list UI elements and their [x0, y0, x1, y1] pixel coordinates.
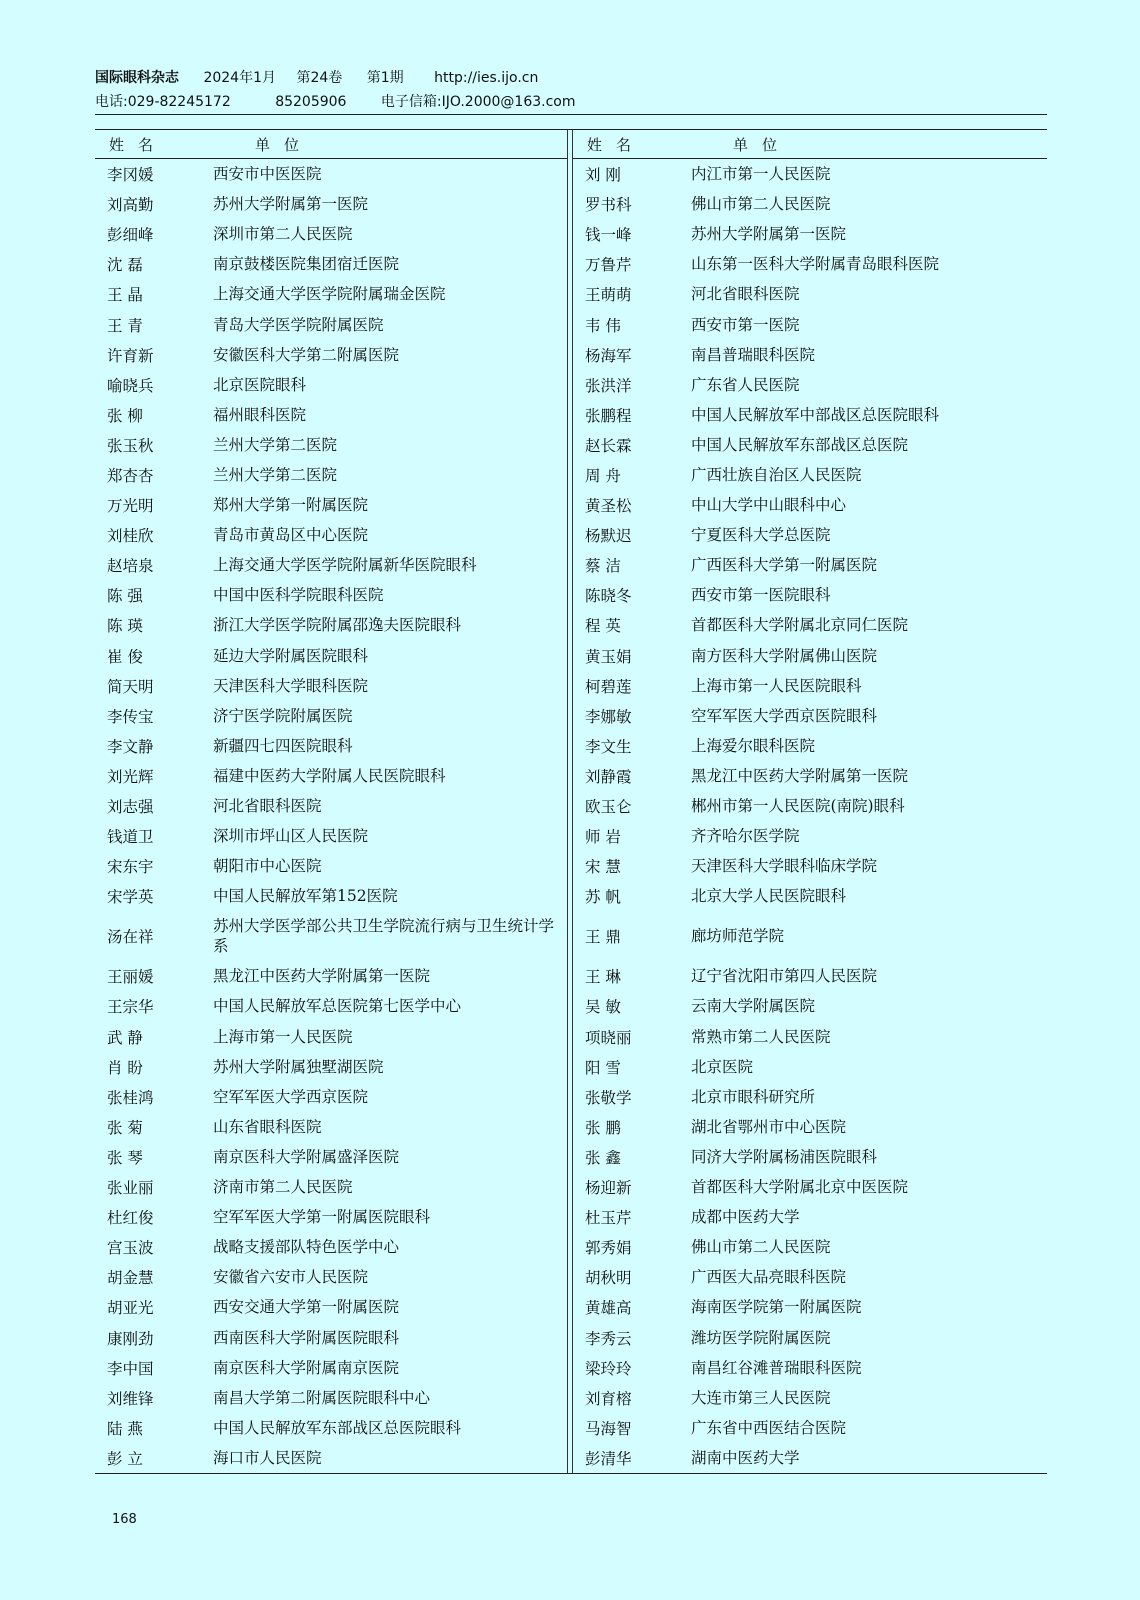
reviewer-name: 杨默迟 [585, 527, 632, 546]
table-row [95, 1052, 567, 1082]
reviewer-name: 赵培泉 [107, 557, 154, 576]
reviewer-name: 王 鼎 [585, 928, 621, 947]
issue-number: 第1期 [366, 70, 404, 86]
table-row [573, 961, 1047, 991]
table-row [95, 1353, 567, 1383]
table-row [95, 1413, 567, 1443]
table-row [95, 1443, 567, 1473]
table-row [95, 991, 567, 1021]
table-row [573, 340, 1047, 370]
table-header-right [573, 130, 1047, 159]
left-column [95, 130, 568, 1473]
table-row [573, 580, 1047, 610]
reviewer-name: 张 鑫 [585, 1148, 621, 1167]
table-row [95, 1262, 567, 1292]
table-row [573, 1022, 1047, 1052]
reviewer-name: 陈 瑛 [107, 617, 143, 636]
reviewer-name: 张玉秋 [107, 436, 154, 455]
reviewer-name: 沈 磊 [107, 256, 143, 275]
reviewer-affiliation: 西安交通大学第一附属医院 [213, 1298, 400, 1317]
header-line-1 [95, 66, 1045, 90]
table-row [573, 761, 1047, 791]
reviewer-name: 王宗华 [107, 998, 154, 1017]
reviewer-name: 张鹏程 [585, 406, 632, 425]
table-row [95, 671, 567, 701]
reviewer-affiliation: 云南大学附属医院 [691, 997, 816, 1016]
table-row [573, 791, 1047, 821]
reviewer-affiliation: 深圳市坪山区人民医院 [213, 827, 369, 846]
table-row [95, 1112, 567, 1142]
reviewer-name: 马海智 [585, 1419, 632, 1438]
header-unit: 单位 [255, 135, 314, 154]
table-row [573, 1383, 1047, 1413]
reviewer-affiliation: 青岛市黄岛区中心医院 [213, 526, 369, 545]
table-row [95, 821, 567, 851]
reviewer-name: 王丽媛 [107, 968, 154, 987]
reviewer-affiliation: 海口市人民医院 [213, 1448, 322, 1467]
reviewer-name: 周 舟 [585, 466, 621, 485]
reviewer-affiliation: 安徽省六安市人民医院 [213, 1268, 369, 1287]
reviewer-name: 陈 强 [107, 587, 143, 606]
reviewer-affiliation: 佛山市第二人民医院 [691, 1238, 831, 1257]
reviewer-name: 张 鹏 [585, 1118, 621, 1137]
reviewer-affiliation: 战略支援部队特色医学中心 [213, 1238, 400, 1257]
reviewer-name: 刘育榕 [585, 1389, 632, 1408]
reviewer-name: 李娜敏 [585, 707, 632, 726]
right-rows [573, 159, 1047, 1473]
page-number: 168 [112, 1512, 137, 1527]
reviewer-affiliation: 空军军医大学西京医院眼科 [691, 706, 878, 725]
table-row [573, 1232, 1047, 1262]
table-row [573, 731, 1047, 761]
table-row [573, 671, 1047, 701]
table-row [95, 911, 567, 961]
right-column [572, 130, 1047, 1473]
reviewer-affiliation: 上海交通大学医学院附属瑞金医院 [213, 285, 446, 304]
table-row [95, 961, 567, 991]
reviewer-affiliation: 北京医院 [691, 1057, 754, 1076]
table-row [573, 1443, 1047, 1473]
reviewer-name: 宫玉波 [107, 1239, 154, 1258]
reviewer-affiliation: 潍坊医学院附属医院 [691, 1328, 831, 1347]
reviewer-name: 张 琴 [107, 1148, 143, 1167]
reviewer-affiliation: 新疆四七四医院眼科 [213, 736, 353, 755]
reviewer-name: 王 琳 [585, 968, 621, 987]
table-row [573, 881, 1047, 911]
table-row [573, 851, 1047, 881]
issue-date: 2024年1月 [203, 70, 276, 86]
reviewer-affiliation: 南昌红谷滩普瑞眼科医院 [691, 1358, 862, 1377]
reviewer-affiliation: 海南医学院第一附属医院 [691, 1298, 862, 1317]
reviewer-name: 刘静霞 [585, 767, 632, 786]
reviewer-affiliation: 西安市第一医院 [691, 315, 800, 334]
reviewer-affiliation: 天津医科大学眼科临床学院 [691, 857, 878, 876]
table-row [95, 309, 567, 339]
reviewer-name: 黄雄高 [585, 1299, 632, 1318]
table-row [95, 1142, 567, 1172]
reviewer-affiliation: 西安市第一医院眼科 [691, 586, 831, 605]
reviewer-name: 韦 伟 [585, 316, 621, 335]
table-row [95, 159, 567, 189]
reviewer-affiliation: 中国人民解放军第152医院 [213, 887, 398, 906]
reviewer-affiliation: 中国人民解放军中部战区总医院眼科 [691, 405, 940, 424]
table-row [573, 400, 1047, 430]
reviewer-affiliation: 朝阳市中心医院 [213, 857, 322, 876]
table-row [573, 189, 1047, 219]
header-name: 姓名 [587, 135, 646, 154]
table-row [95, 851, 567, 881]
table-row [573, 1172, 1047, 1202]
table-row [573, 370, 1047, 400]
reviewer-name: 许育新 [107, 346, 154, 365]
reviewer-affiliation: 兰州大学第二医院 [213, 465, 338, 484]
table-row [95, 761, 567, 791]
reviewer-name: 王萌萌 [585, 286, 632, 305]
reviewer-affiliation: 大连市第三人民医院 [691, 1388, 831, 1407]
table-row [573, 1322, 1047, 1352]
header-line-2 [95, 90, 1045, 114]
table-row [573, 1112, 1047, 1142]
reviewer-name: 刘光辉 [107, 767, 154, 786]
table-row [95, 641, 567, 671]
reviewer-affiliation: 同济大学附属杨浦医院眼科 [691, 1147, 878, 1166]
table-row [95, 791, 567, 821]
table-row [573, 1292, 1047, 1322]
table-row [573, 249, 1047, 279]
table-row [573, 430, 1047, 460]
table-row [95, 1022, 567, 1052]
reviewer-name: 钱道卫 [107, 828, 154, 847]
reviewer-name: 张敬学 [585, 1088, 632, 1107]
reviewer-name: 黄圣松 [585, 497, 632, 516]
table-row [573, 490, 1047, 520]
reviewer-affiliation: 成都中医药大学 [691, 1208, 800, 1227]
reviewer-name: 刘高勤 [107, 196, 154, 215]
table-row [573, 641, 1047, 671]
reviewer-name: 陈晓冬 [585, 587, 632, 606]
table-row [573, 279, 1047, 309]
reviewer-affiliation: 山东第一医科大学附属青岛眼科医院 [691, 255, 940, 274]
reviewer-name: 王 青 [107, 316, 143, 335]
table-row [573, 610, 1047, 640]
volume-number: 第24卷 [296, 70, 343, 86]
reviewer-name: 钱一峰 [585, 226, 632, 245]
reviewer-affiliation: 广西医科大学第一附属医院 [691, 556, 878, 575]
reviewer-name: 欧玉仑 [585, 798, 632, 817]
reviewer-affiliation: 内江市第一人民医院 [691, 165, 831, 184]
reviewer-name: 彭 立 [107, 1449, 143, 1468]
reviewer-affiliation: 南昌大学第二附属医院眼科中心 [213, 1388, 431, 1407]
reviewer-affiliation: 青岛大学医学院附属医院 [213, 315, 384, 334]
table-header-left [95, 130, 567, 159]
reviewer-affiliation: 中国中医科学院眼科医院 [213, 586, 384, 605]
table-row [95, 400, 567, 430]
reviewer-affiliation: 首都医科大学附属北京中医医院 [691, 1178, 909, 1197]
reviewer-affiliation: 广东省人民医院 [691, 375, 800, 394]
email-address[interactable]: 电子信箱:IJO.2000@163.com [380, 94, 576, 110]
reviewer-name: 胡金慧 [107, 1269, 154, 1288]
table-row [95, 881, 567, 911]
reviewer-name: 罗书科 [585, 196, 632, 215]
reviewer-name: 苏 帆 [585, 888, 621, 907]
table-row [573, 520, 1047, 550]
reviewer-affiliation: 福州眼科医院 [213, 405, 307, 424]
reviewer-affiliation: 深圳市第二人民医院 [213, 225, 353, 244]
reviewer-name: 杜红俊 [107, 1209, 154, 1228]
reviewer-affiliation: 浙江大学医学院附属邵逸夫医院眼科 [213, 616, 462, 635]
reviewer-affiliation: 天津医科大学眼科医院 [213, 676, 369, 695]
reviewer-affiliation: 西安市中医医院 [213, 165, 322, 184]
journal-title: 国际眼科杂志 [95, 70, 179, 86]
table-row [95, 610, 567, 640]
reviewer-affiliation: 福建中医药大学附属人民医院眼科 [213, 766, 446, 785]
reviewer-name: 郭秀娟 [585, 1239, 632, 1258]
reviewer-name: 陆 燕 [107, 1419, 143, 1438]
reviewer-affiliation: 宁夏医科大学总医院 [691, 526, 831, 545]
table-row [95, 279, 567, 309]
reviewer-affiliation: 佛山市第二人民医院 [691, 195, 831, 214]
table-row [95, 249, 567, 279]
header-rule [95, 114, 1047, 115]
table-row [573, 1052, 1047, 1082]
reviewer-affiliation: 齐齐哈尔医学院 [691, 827, 800, 846]
reviewer-name: 刘桂欣 [107, 527, 154, 546]
reviewer-affiliation: 空军军医大学第一附属医院眼科 [213, 1208, 431, 1227]
table-row [95, 550, 567, 580]
table-row [573, 460, 1047, 490]
reviewer-name: 宋学英 [107, 888, 154, 907]
reviewer-affiliation: 首都医科大学附属北京同仁医院 [691, 616, 909, 635]
reviewer-name: 万鲁芹 [585, 256, 632, 275]
reviewer-affiliation: 郑州大学第一附属医院 [213, 496, 369, 515]
reviewer-name: 李文生 [585, 737, 632, 756]
reviewer-name: 张业丽 [107, 1179, 154, 1198]
reviewer-name: 郑杏杏 [107, 466, 154, 485]
reviewer-name: 杜玉芹 [585, 1209, 632, 1228]
reviewer-affiliation: 南京医科大学附属南京医院 [213, 1358, 400, 1377]
reviewer-name: 梁玲玲 [585, 1359, 632, 1378]
reviewer-name: 康刚劲 [107, 1329, 154, 1348]
phone-number-2: 85205906 [275, 94, 347, 110]
reviewer-name: 张洪洋 [585, 376, 632, 395]
table-row [573, 1353, 1047, 1383]
table-row [573, 159, 1047, 189]
running-header [95, 66, 1045, 114]
reviewer-name: 赵长霖 [585, 436, 632, 455]
table-row [573, 309, 1047, 339]
table-row [573, 701, 1047, 731]
reviewer-name: 李文静 [107, 737, 154, 756]
reviewer-name: 刘志强 [107, 798, 154, 817]
reviewer-name: 张 菊 [107, 1118, 143, 1137]
reviewer-affiliation: 黑龙江中医药大学附属第一医院 [691, 766, 909, 785]
reviewer-name: 李中国 [107, 1359, 154, 1378]
reviewer-name: 崔 俊 [107, 647, 143, 666]
table-row [573, 991, 1047, 1021]
reviewer-name: 胡秋明 [585, 1269, 632, 1288]
reviewer-affiliation: 广西壮族自治区人民医院 [691, 465, 862, 484]
table-row [95, 219, 567, 249]
reviewer-name: 师 岩 [585, 828, 621, 847]
table-row [573, 1413, 1047, 1443]
reviewer-name: 喻晓兵 [107, 376, 154, 395]
reviewer-affiliation: 北京医院眼科 [213, 375, 307, 394]
phone-number: 电话:029-82245172 [95, 94, 231, 110]
reviewer-affiliation: 中国人民解放军总医院第七医学中心 [213, 997, 462, 1016]
reviewer-name: 彭清华 [585, 1449, 632, 1468]
reviewer-affiliation: 苏州大学医学部公共卫生学院流行病与卫生统计学系 [213, 917, 555, 956]
reviewer-affiliation: 河北省眼科医院 [691, 285, 800, 304]
table-row [95, 1292, 567, 1322]
reviewer-affiliation: 安徽医科大学第二附属医院 [213, 345, 400, 364]
table-row [95, 701, 567, 731]
reviewer-name: 王 晶 [107, 286, 143, 305]
reviewer-affiliation: 上海爱尔眼科医院 [691, 736, 816, 755]
table-row [95, 731, 567, 761]
table-row [95, 1172, 567, 1202]
reviewer-affiliation: 上海市第一人民医院眼科 [691, 676, 862, 695]
reviewer-affiliation: 苏州大学附属第一医院 [213, 195, 369, 214]
table-row [95, 430, 567, 460]
reviewer-name: 项晓丽 [585, 1028, 632, 1047]
reviewer-affiliation: 延边大学附属医院眼科 [213, 646, 369, 665]
table-row [573, 550, 1047, 580]
reviewer-affiliation: 南昌普瑞眼科医院 [691, 345, 816, 364]
table-row [573, 1262, 1047, 1292]
reviewer-name: 李冈媛 [107, 166, 154, 185]
reviewer-name: 刘维锋 [107, 1389, 154, 1408]
reviewer-name: 宋 慧 [585, 858, 621, 877]
reviewer-name: 柯碧莲 [585, 677, 632, 696]
reviewer-name: 黄玉娟 [585, 647, 632, 666]
reviewer-table [95, 129, 1047, 1474]
table-row [95, 1232, 567, 1262]
reviewer-affiliation: 苏州大学附属独墅湖医院 [213, 1057, 384, 1076]
journal-url[interactable]: http://ies.ijo.cn [434, 70, 539, 86]
reviewer-name: 彭细峰 [107, 226, 154, 245]
reviewer-name: 万光明 [107, 497, 154, 516]
reviewer-affiliation: 中国人民解放军东部战区总医院 [691, 435, 909, 454]
table-row [573, 219, 1047, 249]
table-row [573, 1142, 1047, 1172]
reviewer-affiliation: 上海交通大学医学院附属新华医院眼科 [213, 556, 477, 575]
reviewer-affiliation: 广西医大品亮眼科医院 [691, 1268, 847, 1287]
table-row [573, 911, 1047, 961]
reviewer-affiliation: 湖北省鄂州市中心医院 [691, 1117, 847, 1136]
header-unit: 单位 [733, 135, 792, 154]
table-row [95, 370, 567, 400]
reviewer-affiliation: 南京医科大学附属盛泽医院 [213, 1147, 400, 1166]
reviewer-affiliation: 湖南中医药大学 [691, 1448, 800, 1467]
reviewer-affiliation: 郴州市第一人民医院(南院)眼科 [691, 797, 905, 816]
reviewer-name: 李秀云 [585, 1329, 632, 1348]
reviewer-affiliation: 济宁医学院附属医院 [213, 706, 353, 725]
reviewer-name: 张桂鸿 [107, 1088, 154, 1107]
reviewer-name: 杨海军 [585, 346, 632, 365]
reviewer-affiliation: 廊坊师范学院 [691, 927, 785, 946]
reviewer-affiliation: 济南市第二人民医院 [213, 1178, 353, 1197]
reviewer-name: 杨迎新 [585, 1179, 632, 1198]
reviewer-affiliation: 广东省中西医结合医院 [691, 1418, 847, 1437]
reviewer-name: 武 静 [107, 1028, 143, 1047]
reviewer-affiliation: 北京市眼科研究所 [691, 1087, 816, 1106]
reviewer-affiliation: 苏州大学附属第一医院 [691, 225, 847, 244]
table-row [95, 1082, 567, 1112]
reviewer-name: 蔡 洁 [585, 557, 621, 576]
table-row [95, 1383, 567, 1413]
reviewer-name: 程 英 [585, 617, 621, 636]
reviewer-affiliation: 南方医科大学附属佛山医院 [691, 646, 878, 665]
table-row [573, 1202, 1047, 1232]
reviewer-affiliation: 西南医科大学附属医院眼科 [213, 1328, 400, 1347]
reviewer-affiliation: 辽宁省沈阳市第四人民医院 [691, 967, 878, 986]
table-row [95, 490, 567, 520]
reviewer-affiliation: 空军军医大学西京医院 [213, 1087, 369, 1106]
table-row [95, 460, 567, 490]
left-rows [95, 159, 567, 1473]
table-row [95, 520, 567, 550]
reviewer-affiliation: 南京鼓楼医院集团宿迁医院 [213, 255, 400, 274]
reviewer-affiliation: 中山大学中山眼科中心 [691, 496, 847, 515]
reviewer-affiliation: 北京大学人民医院眼科 [691, 887, 847, 906]
reviewer-affiliation: 河北省眼科医院 [213, 797, 322, 816]
reviewer-affiliation: 中国人民解放军东部战区总医院眼科 [213, 1418, 462, 1437]
reviewer-name: 刘 刚 [585, 166, 621, 185]
reviewer-name: 宋东宇 [107, 858, 154, 877]
reviewer-affiliation: 兰州大学第二医院 [213, 435, 338, 454]
reviewer-affiliation: 山东省眼科医院 [213, 1117, 322, 1136]
table-row [95, 1202, 567, 1232]
table-row [573, 1082, 1047, 1112]
table-row [95, 189, 567, 219]
reviewer-name: 汤在祥 [107, 928, 154, 947]
reviewer-affiliation: 常熟市第二人民医院 [691, 1027, 831, 1046]
reviewer-affiliation: 上海市第一人民医院 [213, 1027, 353, 1046]
table-row [95, 340, 567, 370]
table-row [573, 821, 1047, 851]
reviewer-name: 李传宝 [107, 707, 154, 726]
reviewer-affiliation: 黑龙江中医药大学附属第一医院 [213, 967, 431, 986]
header-name: 姓名 [109, 135, 168, 154]
reviewer-name: 胡亚光 [107, 1299, 154, 1318]
reviewer-name: 张 柳 [107, 406, 143, 425]
table-row [95, 580, 567, 610]
reviewer-name: 吴 敏 [585, 998, 621, 1017]
reviewer-name: 阳 雪 [585, 1058, 621, 1077]
table-row [95, 1322, 567, 1352]
reviewer-name: 简天明 [107, 677, 154, 696]
reviewer-name: 肖 盼 [107, 1058, 143, 1077]
